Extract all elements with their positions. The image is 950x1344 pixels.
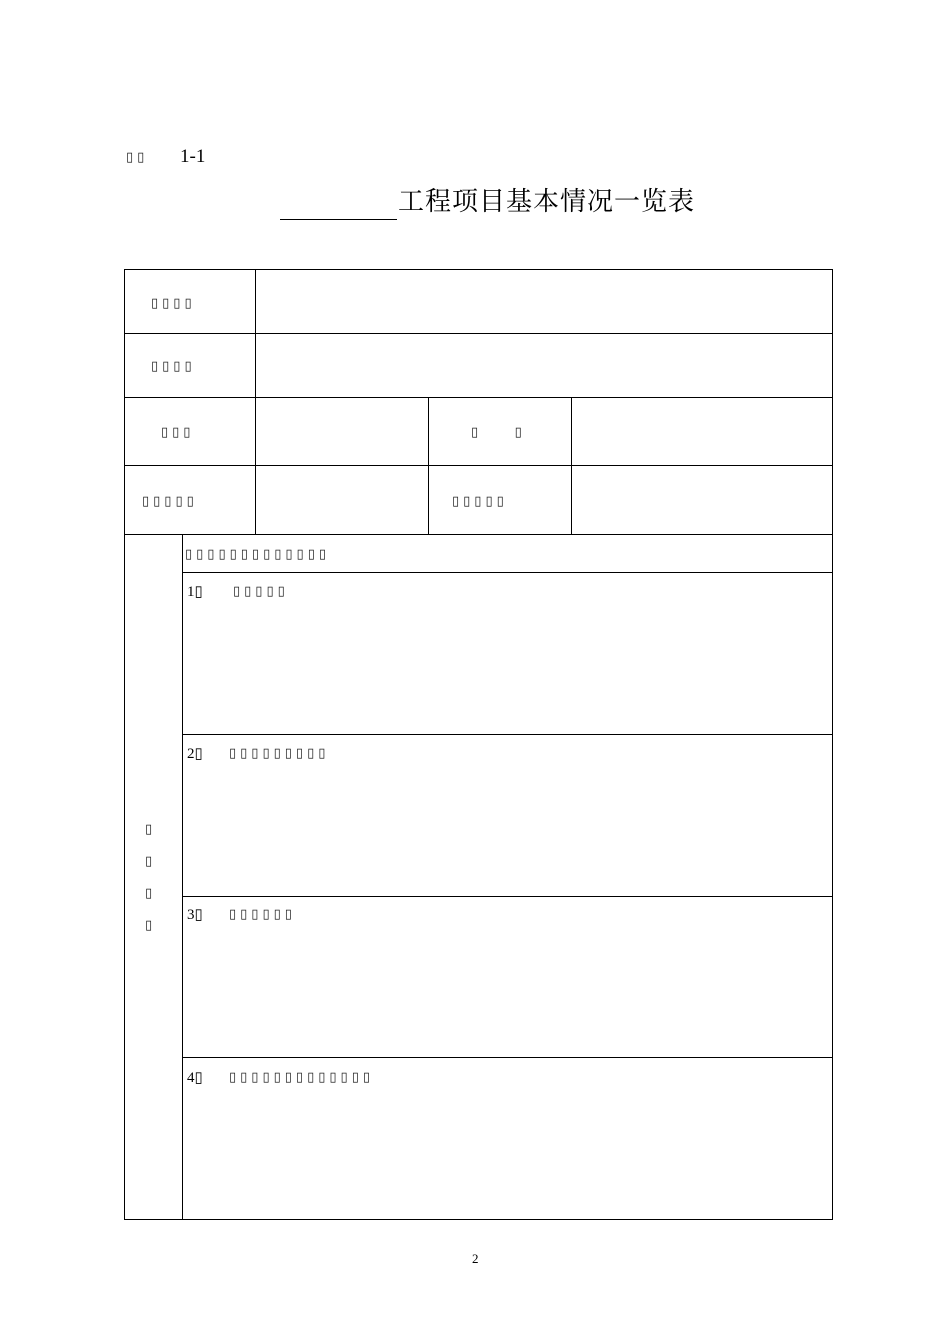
row4-right-value-field[interactable] xyxy=(572,466,830,533)
attachment-number: 1-1 xyxy=(180,146,206,167)
row4-mid-label: ▯▯▯▯▯ xyxy=(452,494,508,509)
side-label-char: ▯ xyxy=(145,918,157,933)
section-number: 1▯ xyxy=(187,584,203,600)
section-1[interactable] xyxy=(183,573,831,733)
row3-left-label: ▯▯▯ xyxy=(161,425,195,440)
side-label-char: ▯ xyxy=(145,822,157,837)
row4-left-value-field[interactable] xyxy=(256,466,427,533)
row1-label: ▯▯▯▯ xyxy=(151,296,196,311)
section-4[interactable] xyxy=(183,1058,831,1217)
row3-right-value-field[interactable] xyxy=(572,398,830,464)
section-label: ▯▯▯▯▯ xyxy=(233,584,289,599)
section-number: 4▯ xyxy=(187,1070,203,1086)
section-2[interactable] xyxy=(183,735,831,895)
section-number: 2▯ xyxy=(187,746,203,762)
side-label-char: ▯ xyxy=(145,886,157,901)
row1-value-field[interactable] xyxy=(256,270,830,332)
section-label: ▯▯▯▯▯▯ xyxy=(229,907,296,922)
row2-value-field[interactable] xyxy=(256,334,830,396)
col-divider xyxy=(428,397,429,534)
title-blank-underline xyxy=(280,219,397,220)
page-number: 2 xyxy=(472,1251,479,1266)
section-number: 3▯ xyxy=(187,907,203,923)
row2-label: ▯▯▯▯ xyxy=(151,359,196,374)
section-label: ▯▯▯▯▯▯▯▯▯ xyxy=(229,746,330,761)
side-label-char: ▯ xyxy=(145,854,157,869)
attachment-prefix: ▯▯ xyxy=(126,150,149,165)
section-3[interactable] xyxy=(183,897,831,1056)
row3-left-value-field[interactable] xyxy=(256,398,427,464)
row4-left-label: ▯▯▯▯▯ xyxy=(142,494,198,509)
row3-mid-label: ▯ ▯ xyxy=(471,425,526,440)
page-title: 工程项目基本情况一览表 xyxy=(398,187,696,217)
description-intro: ▯▯▯▯▯▯▯▯▯▯▯▯▯ xyxy=(185,547,330,562)
row-divider xyxy=(124,534,832,535)
section-label: ▯▯▯▯▯▯▯▯▯▯▯▯▯ xyxy=(229,1070,374,1085)
